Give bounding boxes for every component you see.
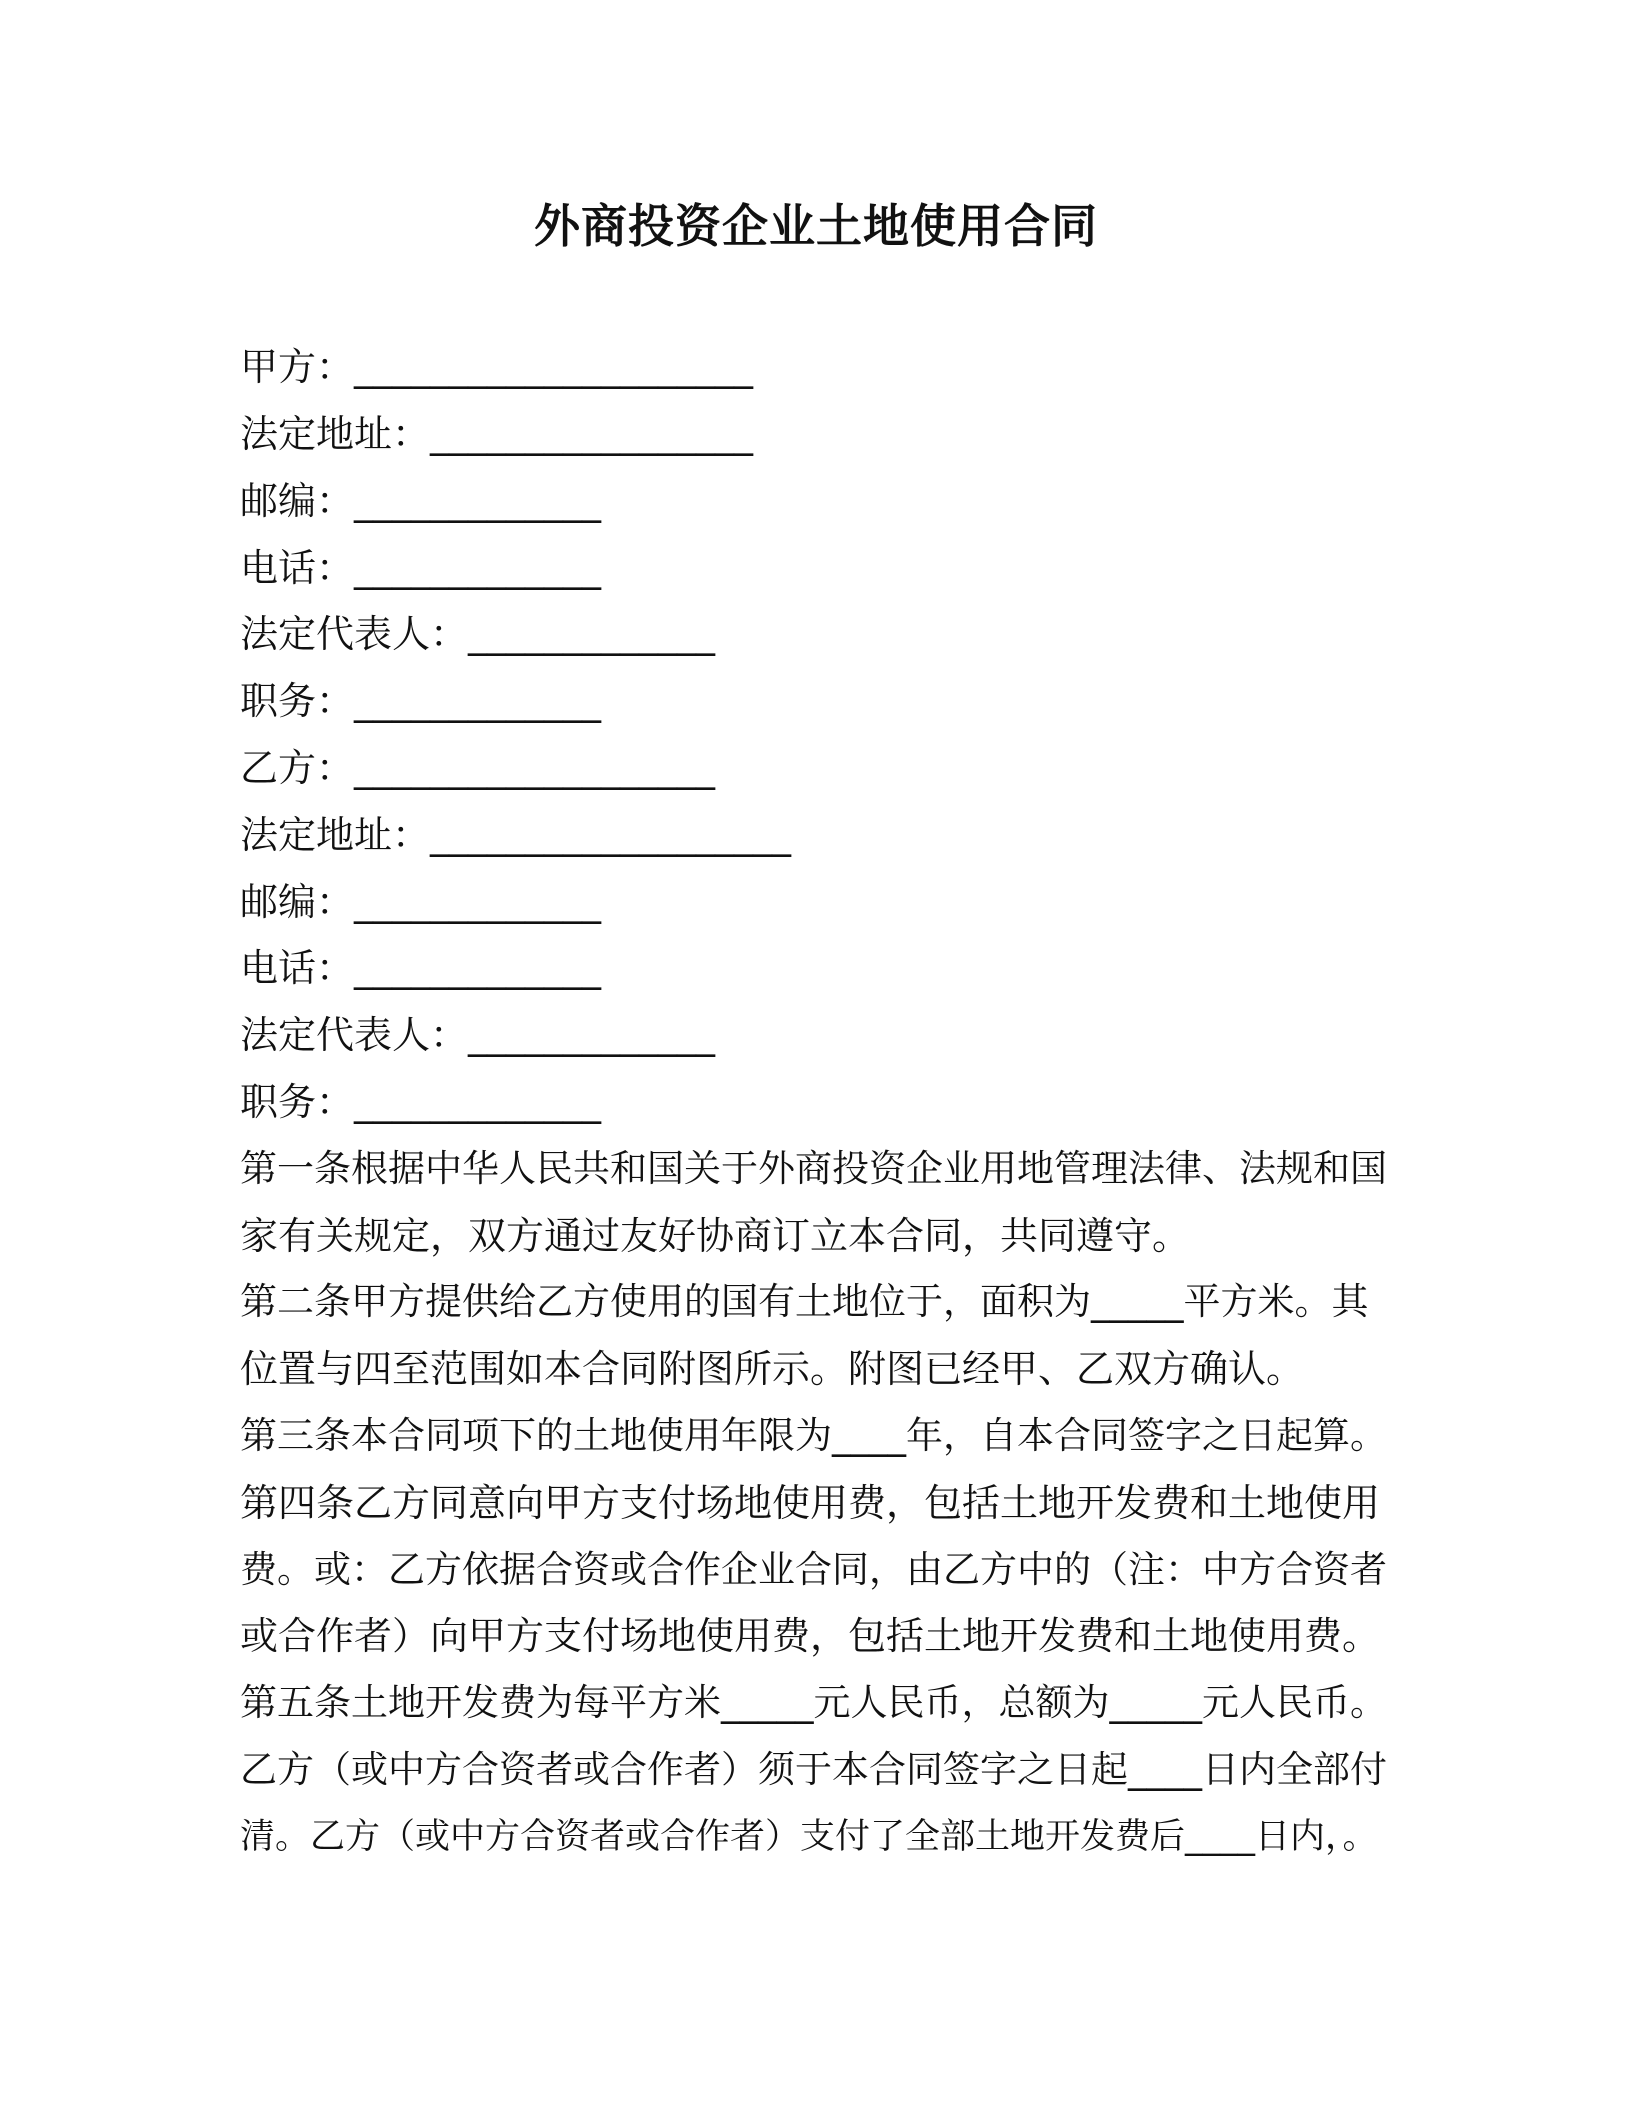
article-5-line-1: 第五条土地开发费为每平方米_____元人民币，总额为_____元人民币。 — [240, 1681, 1387, 1724]
party-b-title-field: 职务：_____________ — [240, 1080, 602, 1124]
article-1-line-2: 家有关规定，双方通过友好协商订立本合同，共同遵守。 — [240, 1214, 1191, 1258]
party-b-name-field: 乙方：___________________ — [240, 746, 716, 790]
article-2-line-2: 位置与四至范围如本合同附图所示。附图已经甲、乙双方确认。 — [240, 1347, 1305, 1391]
article-4-line-1: 第四条乙方同意向甲方支付场地使用费，包括土地开发费和土地使用 — [240, 1481, 1381, 1525]
party-b-address-field: 法定地址：___________________ — [240, 813, 792, 857]
party-a-legal-rep-field: 法定代表人：_____________ — [240, 612, 716, 656]
document-title: 外商投资企业土地使用合同 — [534, 199, 1098, 253]
article-5-line-2: 乙方（或中方合资者或合作者）须于本合同签字之日起____日内全部付 — [240, 1748, 1387, 1791]
article-5-line-3: 清。乙方（或中方合资者或合作者）支付了全部土地开发费后____日内，。 — [240, 1817, 1378, 1857]
article-4-line-2: 费。或：乙方依据合资或合作企业合同，由乙方中的（注：中方合资者 — [240, 1548, 1387, 1591]
party-a-postcode-field: 邮编：_____________ — [240, 479, 602, 523]
party-b-phone-field: 电话：_____________ — [240, 946, 602, 990]
article-1-line-1: 第一条根据中华人民共和国关于外商投资企业用地管理法律、法规和国 — [240, 1147, 1387, 1190]
article-3-line-1: 第三条本合同项下的土地使用年限为____年，自本合同签字之日起算。 — [240, 1414, 1387, 1457]
party-a-name-field: 甲方：_____________________ — [240, 345, 754, 389]
party-a-phone-field: 电话：_____________ — [240, 546, 602, 590]
party-b-postcode-field: 邮编：_____________ — [240, 880, 602, 924]
party-a-address-field: 法定地址：_________________ — [240, 412, 754, 456]
party-b-legal-rep-field: 法定代表人：_____________ — [240, 1013, 716, 1057]
article-2-line-1: 第二条甲方提供给乙方使用的国有土地位于，面积为_____平方米。其 — [240, 1280, 1369, 1323]
party-a-title-field: 职务：_____________ — [240, 679, 602, 723]
article-4-line-3: 或合作者）向甲方支付场地使用费，包括土地开发费和土地使用费。 — [240, 1614, 1381, 1658]
